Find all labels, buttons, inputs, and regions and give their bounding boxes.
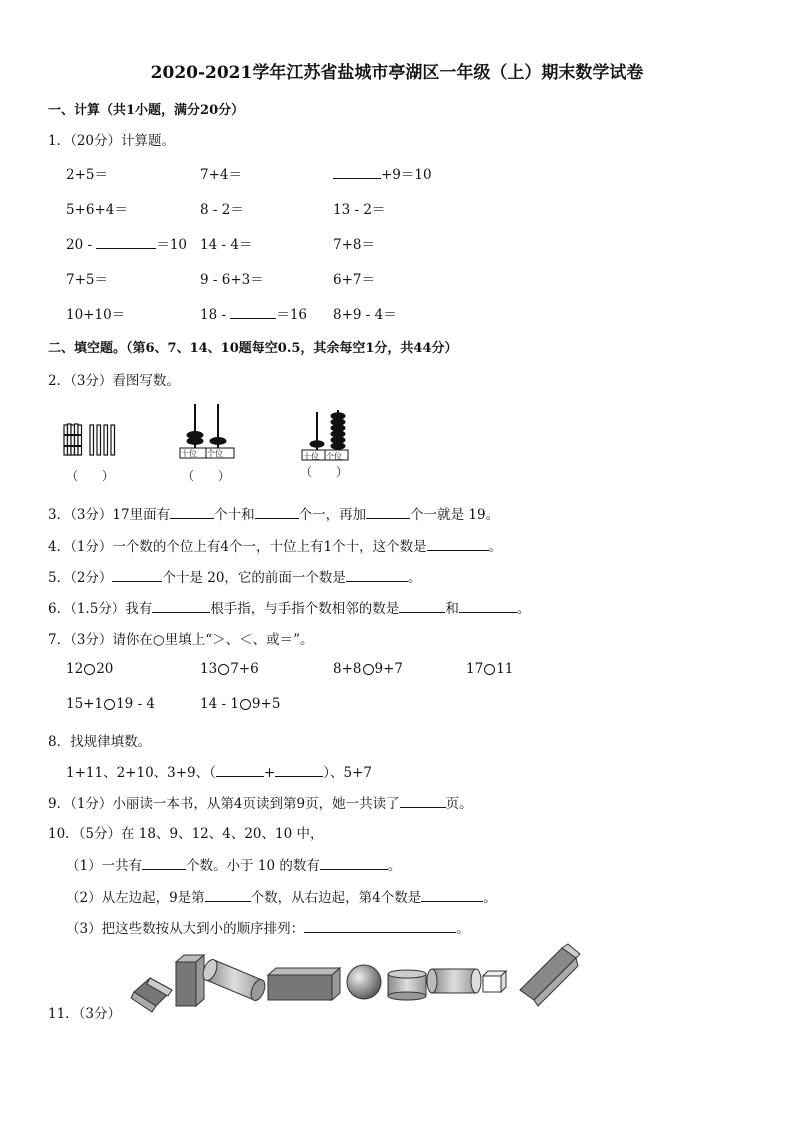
cylinder-shape <box>200 958 267 1003</box>
q10-part-3: （3）把这些数按从大到小的顺序排列： 。 <box>66 921 470 937</box>
small-cube-shape <box>483 971 506 992</box>
tilted-cuboid-shape <box>520 944 580 1006</box>
ones-label: 个位 <box>207 449 223 458</box>
cylinder-shape <box>427 969 481 993</box>
sphere-shape <box>347 965 381 999</box>
q6: 6．（1.5分）我有 根手指，与手指个数相邻的数是 和 。 <box>48 601 531 617</box>
calc-item: 8 - 2＝ <box>200 202 244 218</box>
q3: 3．（3分）17里面有 个十和 个一，再加 个一就是 19。 <box>48 507 500 523</box>
calc-item: 5+6+4＝ <box>66 202 128 218</box>
q2-answer-paren: （ ） <box>66 469 115 483</box>
calc-item: 18 - ＝16 <box>200 307 308 323</box>
q10-stem: 10．（5分）在 18、9、12、4、20、10 中， <box>48 826 324 842</box>
cube-shape <box>131 978 172 1012</box>
q8-sequence: 1+11、2+10、3+9、（ + ）、5+7 <box>66 765 372 781</box>
calc-item: 20 - ＝10 <box>66 237 188 253</box>
calc-item: 8+9 - 4＝ <box>333 307 397 323</box>
calc-item: 2+5＝ <box>66 167 108 183</box>
q1-stem: 1．（20分）计算题。 <box>48 133 176 149</box>
section-2-heading: 二、填空题。（第6、7、14、10题每空0.5，其余每空1分，共44分） <box>48 341 458 356</box>
q11-stem: 11．（3分） <box>48 1006 122 1022</box>
q2-stem: 2．（3分）看图写数。 <box>48 373 180 389</box>
calc-item: 13 - 2＝ <box>333 202 386 218</box>
long-cuboid-shape <box>268 968 340 1000</box>
compare-item: 17 11 <box>466 661 514 677</box>
q7-stem: 7．（3分）请你在○里填上“＞、＜、或＝”。 <box>48 632 314 648</box>
compare-item: 13 7+6 <box>200 661 259 677</box>
q4: 4．（1分）一个数的个位上有4个一，十位上有1个十，这个数是 。 <box>48 539 503 555</box>
compare-item: 8+8 9+7 <box>333 661 403 677</box>
q10-part-2: （2）从左边起，9是第 个数，从右边起，第4个数是 。 <box>66 890 497 906</box>
tens-label: 十位 <box>303 452 319 461</box>
q2-answer-paren: （ ） <box>300 465 349 479</box>
tens-label: 十位 <box>181 449 197 458</box>
compare-item: 12 20 <box>66 661 114 677</box>
calc-item: 10+10＝ <box>66 307 126 323</box>
short-cylinder-shape <box>388 970 426 1000</box>
calc-item: 14 - 4＝ <box>200 237 253 253</box>
tall-cuboid-shape <box>176 955 204 1006</box>
q8-stem: 8．找规律填数。 <box>48 734 152 750</box>
q9: 9．（1分）小丽读一本书，从第4页读到第9页，她一共读了 页。 <box>48 796 473 812</box>
calc-item: 6+7＝ <box>333 272 375 288</box>
calc-item: 9 - 6+3＝ <box>200 272 264 288</box>
calc-item: 7+4＝ <box>200 167 242 183</box>
page-title: 2020-2021学年江苏省盐城市亭湖区一年级（上）期末数学试卷 <box>150 63 644 83</box>
calc-item: 7+8＝ <box>333 237 375 253</box>
section-1-heading: 一、计算（共1小题，满分20分） <box>48 103 245 118</box>
q10-part-1: （1）一共有 个数。小于 10 的数有 。 <box>66 858 402 874</box>
calc-item: 7+5＝ <box>66 272 108 288</box>
compare-item: 14 - 1 9+5 <box>200 696 281 712</box>
q2-answer-paren: （ ） <box>182 469 231 483</box>
ones-label: 个位 <box>326 452 342 461</box>
q5: 5．（2分） 个十是 20，它的前面一个数是 。 <box>48 570 422 586</box>
calc-item: +9＝10 <box>333 163 432 183</box>
compare-item: 15+1 19 - 4 <box>66 696 156 712</box>
